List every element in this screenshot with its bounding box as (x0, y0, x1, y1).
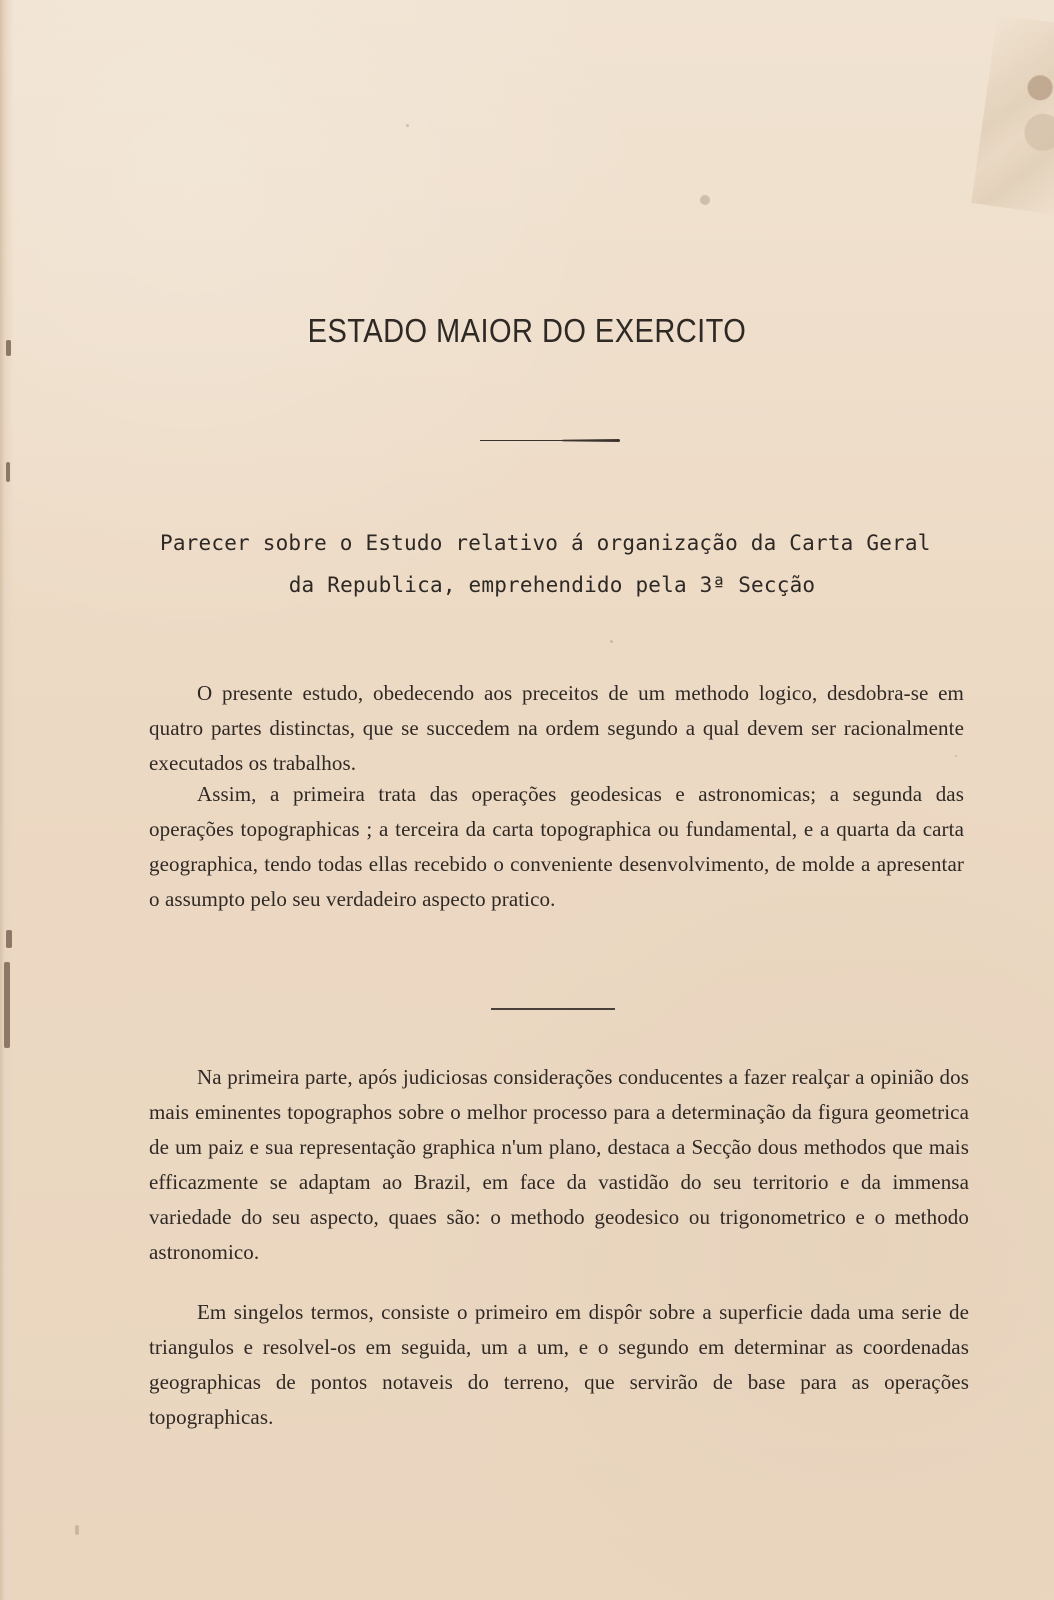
paper-spot (75, 1525, 79, 1535)
edge-mark (6, 462, 10, 482)
paper-spot (610, 640, 613, 643)
page-left-edge (0, 0, 14, 1600)
page-title: ESTADO MAIOR DO EXERCITO (307, 312, 747, 349)
paragraph-4: Em singelos termos, consiste o primeiro em dispôr sobre a superficie dada uma serie de triangulos e resolvel-os em seguida, um a um, e o segundo em determinar as coordenadas geographicas de pontos notaveis do terreno, que servirão de base para as operações topographicas. (149, 1300, 969, 1429)
subtitle-line-1: Parecer sobre o Estudo relativo á organização da Carta Geral (160, 531, 931, 555)
paper-spot (406, 124, 409, 127)
paragraph-3: Na primeira parte, após judiciosas considerações conducentes a fazer realçar a opinião dos mais eminentes topographos sobre o melhor processo para a determinação da figura geometrica de um paiz e sua representação graphica n'um plano, destaca a Secção dous methodos que mais efficazmente se adaptam ao Brazil, em face da vastidão do seu territorio e da immensa variedade do seu aspecto, quaes são: o methodo geodesico ou trigonometrico e o methodo astronomico. (149, 1065, 969, 1264)
edge-mark (4, 962, 10, 1048)
paragraph-2: Assim, a primeira trata das operações geodesicas e astronomicas; a segunda das operações topographicas ; a terceira da carta topographica ou fundamental, e a quarta da carta geographica, tendo todas ellas recebido o conveniente desenvolvimento, de molde a apresentar o assumpto pelo seu verdadeiro aspecto pratico. (149, 782, 964, 911)
paper-corner-damage (971, 15, 1054, 216)
edge-mark (6, 930, 12, 948)
paper-spot (700, 195, 710, 205)
edge-mark (6, 340, 11, 356)
title-ornament (480, 438, 620, 444)
paragraph-1: O presente estudo, obedecendo aos preceitos de um methodo logico, desdobra-se em quatro partes distinctas, que se succedem na ordem segundo a qual devem ser racionalmente executados os trabalhos. (149, 681, 964, 775)
section-divider (491, 1008, 615, 1010)
subtitle-line-2: da Republica, emprehendido pela 3ª Secção (288, 573, 816, 597)
